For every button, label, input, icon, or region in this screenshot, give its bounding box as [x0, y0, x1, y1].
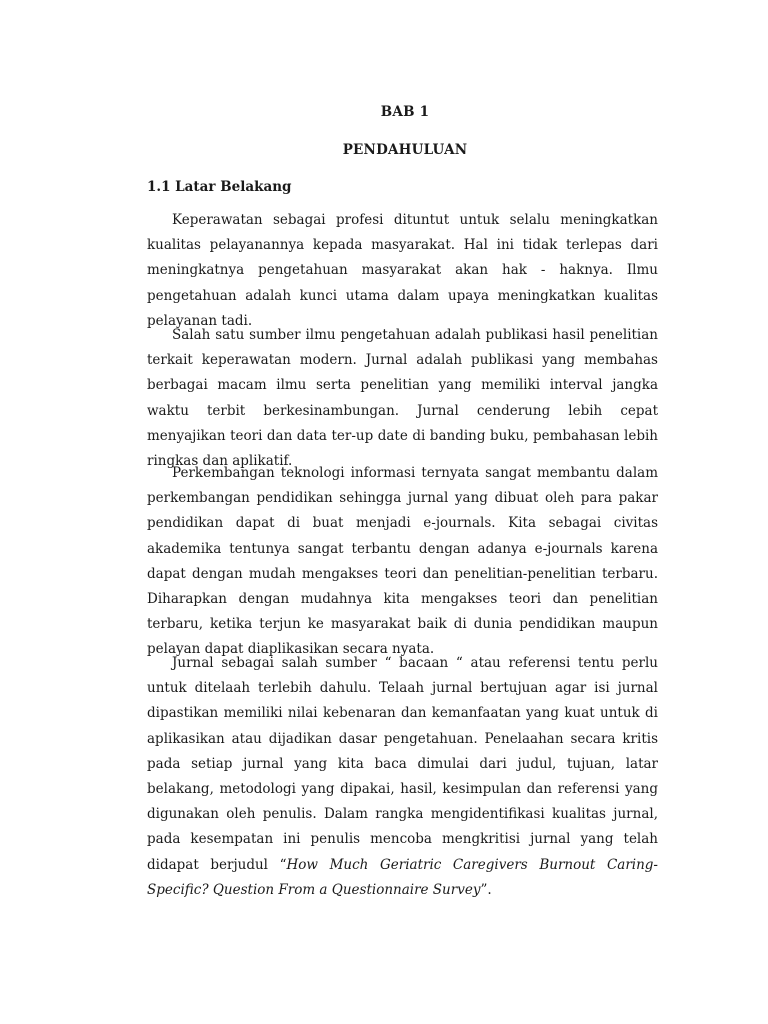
paragraph-4-text: Jurnal sebagai salah sumber “ bacaan “ atau referensi tentu perlu untuk ditelaah terlebih dahulu. Telaah jurnal bertujuan agar isi jurnal dipastikan memiliki nilai kebenaran dan kemanfaatan yang kuat untuk di aplikasikan atau dijadikan dasar pengetahuan. Penelaahan secara kritis pada setiap jurnal yang kita baca dimulai dari judul, tujuan, latar belakang, metodologi yang dipakai, hasil, kesimpulan dan referensi yang digunakan oleh penulis. Dalam rangka mengidentifikasi kualitas jurnal, pada kesempatan ini penulis mencoba mengkritisi jurnal yang telah didapat berjudul “: [147, 655, 658, 873]
paragraph-4-closing: ”.: [480, 881, 492, 898]
paragraph-3: Perkembangan teknologi informasi ternyata sangat membantu dalam perkembangan pendidikan sehingga jurnal yang dibuat oleh para pakar pendidikan dapat di buat menjadi e-journals. Kita sebagai civitas akademika tentunya sangat terbantu dengan adanya e-journals karena dapat dengan mudah mengakses teori dan penelitian-penelitian terbaru. Diharapkan dengan mudahnya kita mengakses teori dan penelitian terbaru, ketika terjun ke masyarakat baik di dunia pendidikan maupun pelayan dapat diaplikasikan secara nyata.: [147, 465, 658, 658]
paragraph-2: Salah satu sumber ilmu pengetahuan adalah publikasi hasil penelitian terkait keperawatan modern. Jurnal adalah publikasi yang membahas berbagai macam ilmu serta penelitian yang memiliki interval jangka waktu terbit berkesinambungan. Jurnal cenderung lebih cepat menyajikan teori dan data ter-up date di banding buku, pembahasan lebih ringkas dan aplikatif.: [147, 327, 658, 470]
section-heading: 1.1 Latar Belakang: [147, 179, 292, 195]
journal-title: How Much Geriatric Caregivers Burnout Caring-Specific? Question From a Questionnaire Survey: [147, 856, 658, 898]
chapter-title: PENDAHULUAN: [342, 142, 468, 158]
chapter-number: BAB 1: [380, 104, 430, 120]
paragraph-4: [147, 651, 658, 903]
paragraph-1: Keperawatan sebagai profesi dituntut untuk selalu meningkatkan kualitas pelayanannya kepada masyarakat. Hal ini tidak terlepas dari meningkatnya pengetahuan masyarakat akan hak - haknya. Ilmu pengetahuan adalah kunci utama dalam upaya meningkatkan kualitas pelayanan tadi.: [147, 212, 658, 329]
